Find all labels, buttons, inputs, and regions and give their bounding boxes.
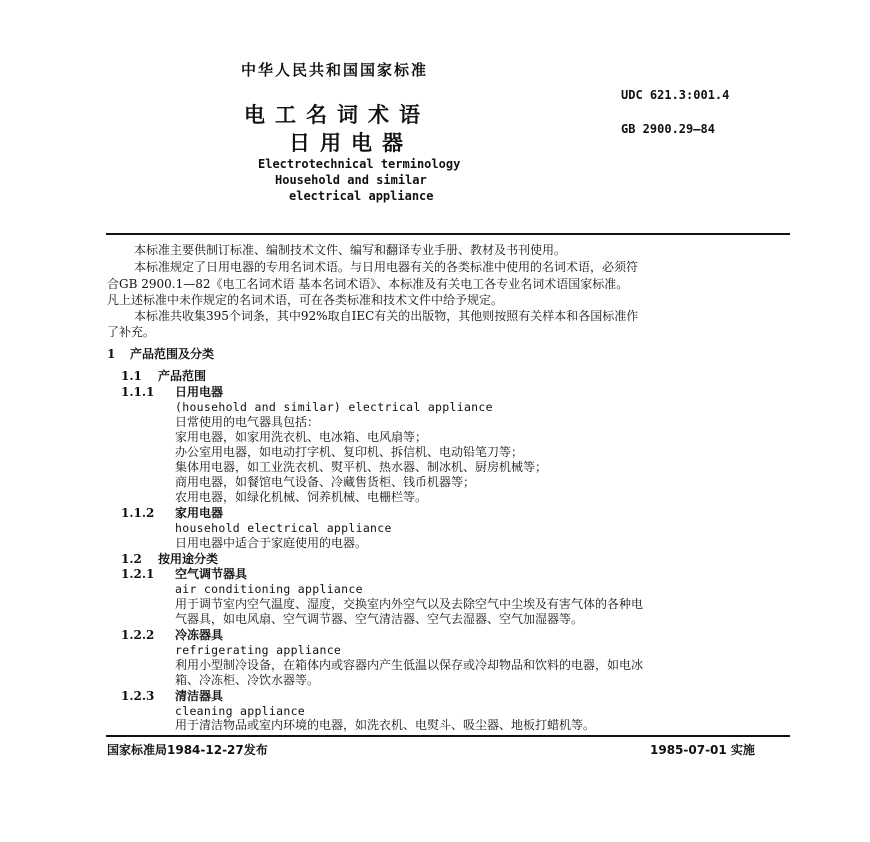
definition-line: 气器具，如电风扇、空气调节器、空气清洁器、空气去湿器、空气加湿器等。 <box>175 612 584 626</box>
definition-line: 利用小型制冷设备，在箱体内或容器内产生低温以保存或冷却物品和饮料的电器，如电冰 <box>175 658 644 672</box>
udc-code: UDC 621.3:001.4 <box>621 88 730 102</box>
definition-line: 集体用电器，如工业洗衣机、熨平机、热水器、制冰机、厨房机械等； <box>175 460 548 474</box>
gb-code: GB 2900.29—84 <box>621 122 715 136</box>
section-number: 1 <box>107 347 116 361</box>
definition-line: 日用电器中适合于家庭使用的电器。 <box>175 536 368 550</box>
term-number: 1.1.1 <box>121 385 155 399</box>
top-divider <box>106 233 790 235</box>
intro-line: 本标准主要供制订标准、编制技术文件、编写和翻译专业手册、教材及书刊使用。 <box>134 243 567 257</box>
subsection-number: 1.1 <box>121 369 142 383</box>
definition-line: 商用电器，如餐馆电气设备、冷藏售货柜、钱币机器等； <box>175 475 476 489</box>
definition-line: 日常使用的电气器具包括： <box>175 415 320 429</box>
definition-line: 办公室用电器，如电动打字机、复印机、拆信机、电动铅笔刀等； <box>175 445 524 459</box>
term-number: 1.2.1 <box>121 567 155 581</box>
term-number: 1.1.2 <box>121 506 155 520</box>
term-english: (household and similar) electrical appliance <box>175 400 493 414</box>
term-number: 1.2.3 <box>121 689 155 703</box>
term-english: household electrical appliance <box>175 521 392 535</box>
definition-line: 家用电器，如家用洗衣机、电冰箱、电风扇等； <box>175 430 428 444</box>
document-subtitle: 日用电器 <box>289 131 413 155</box>
intro-line: 了补充。 <box>107 325 156 339</box>
term-name: 清洁器具 <box>175 689 224 703</box>
term-english: refrigerating appliance <box>175 643 342 657</box>
definition-line: 农用电器，如绿化机械、饲养机械、电栅栏等。 <box>175 490 428 504</box>
term-english: cleaning appliance <box>175 704 306 718</box>
term-name: 家用电器 <box>175 506 224 520</box>
intro-line: 本标准规定了日用电器的专用名词术语。与日用电器有关的各类标准中使用的名词术语，必须符 <box>134 260 639 274</box>
section-title: 产品范围及分类 <box>130 347 215 361</box>
term-name: 冷冻器具 <box>175 628 224 642</box>
definition-line: 箱、冷冻柜、冷饮水器等。 <box>175 673 320 687</box>
bottom-divider <box>106 735 790 737</box>
standard-issuer: 中华人民共和国国家标准 <box>241 61 429 79</box>
term-english: air conditioning appliance <box>175 582 363 596</box>
term-name: 日用电器 <box>175 385 224 399</box>
english-title-line: Electrotechnical terminology <box>258 157 461 171</box>
issue-date: 国家标准局1984-12-27发布 <box>107 743 268 757</box>
term-number: 1.2.2 <box>121 628 155 642</box>
term-name: 空气调节器具 <box>175 567 248 581</box>
english-title-line: Household and similar <box>275 173 427 187</box>
effective-date: 1985-07-01 实施 <box>650 743 755 757</box>
intro-line: 本标准共收集395个词条，其中92%取自IEC有关的出版物，其他则按照有关样本和各国标准作 <box>134 309 639 323</box>
subsection-title: 按用途分类 <box>158 552 219 566</box>
definition-line: 用于清洁物品或室内环境的电器，如洗衣机、电熨斗、吸尘器、地板打蜡机等。 <box>175 718 596 732</box>
definition-line: 用于调节室内空气温度、湿度，交换室内外空气以及去除空气中尘埃及有害气体的各种电 <box>175 597 644 611</box>
intro-line: 合GB 2900.1—82《电工名词术语 基本名词术语》、本标准及有关电工各专业名词术语国家标准。 <box>107 277 629 291</box>
document-title: 电工名词术语 <box>244 103 430 127</box>
subsection-number: 1.2 <box>121 552 142 566</box>
english-title-line: electrical appliance <box>289 189 434 203</box>
subsection-title: 产品范围 <box>158 369 207 383</box>
intro-line: 凡上述标准中未作规定的名词术语，可在各类标准和技术文件中给予规定。 <box>107 293 504 307</box>
